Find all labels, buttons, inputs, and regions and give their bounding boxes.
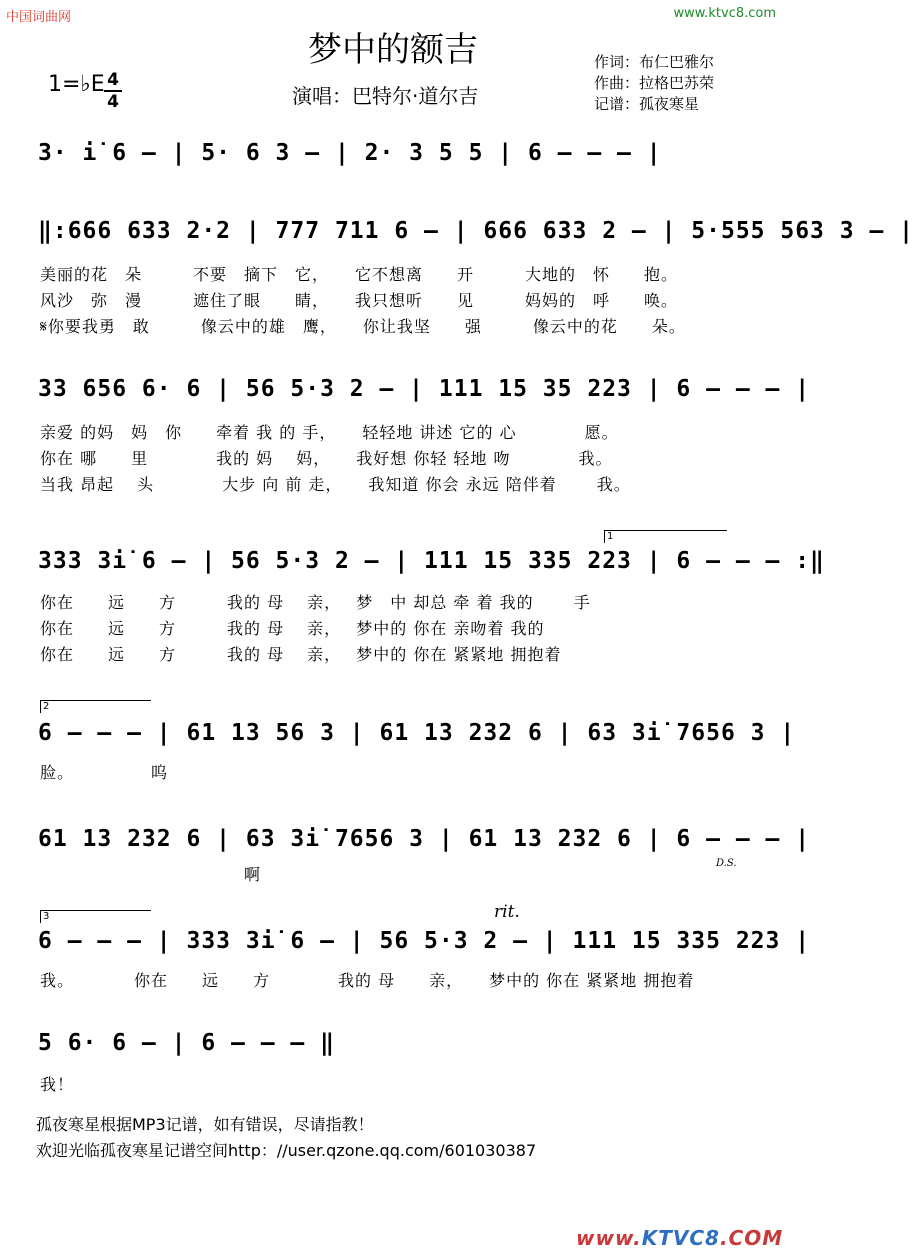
score-row-6: 61 13 232 6 | 63 3i̇ 7656 3 | 61 13 232 6 | 6 – – – | [38,826,811,852]
ending-bracket-3: 3 [40,910,151,923]
footer-note-1: 孤夜寒星根据MP3记谱，如有错误，尽请指教！ [36,1115,374,1134]
composer: 作曲：拉格巴苏荣 [594,74,715,92]
score-row-1: 3· i̇ 6 – | 5· 6 3 – | 2· 3 5 5 | 6 – – – | [38,140,662,166]
watermark-part-b: KTVC8 [641,1226,720,1250]
lyric-line-2: 风沙 弥 漫 遮住了眼 睛， 我只想听 见 妈妈的 呼 唤。 [40,291,679,310]
ending-bracket-2: 2 [40,700,151,713]
meter-top: 4 [107,70,119,90]
score-row-7: 6 – – – | 333 3i̇ 6 – | 56 5·3 2 – | 111 15 335 223 | [38,928,811,954]
site-name-left[interactable]: 中国词曲网 [6,10,72,25]
watermark-part-c: .COM [719,1226,784,1250]
lyric-line-12: 我。 你在 远 方 我的 母 亲， 梦中的 你在 紧紧地 拥抱着 [40,971,695,990]
key-signature: 1=♭E [48,72,105,97]
lyric-line-3: 𝄋你要我勇 敢 像云中的雄 鹰， 你让我坚 强 像云中的花 朵。 [40,317,686,336]
lyricist: 作词：布仁巴雅尔 [594,53,715,71]
score-row-5: 6 – – – | 61 13 56 3 | 61 13 232 6 | 63 3i̇ 7656 3 | [38,720,796,746]
site-url-right[interactable]: www.ktvc8.com [673,6,776,21]
transcriber: 记谱：孤夜寒星 [594,95,700,113]
ritardando-mark: rit. [494,902,520,922]
lyric-line-9: 你在 远 方 我的 母 亲， 梦中的 你在 紧紧地 拥抱着 [40,645,562,664]
lyric-line-8: 你在 远 方 我的 母 亲， 梦中的 你在 亲吻着 我的 [40,619,545,638]
watermark-part-a: www. [576,1226,642,1250]
singer: 演唱：巴特尔·道尔吉 [292,84,479,108]
da-segno-mark: D.S. [716,858,737,869]
lyric-line-4: 亲爱 的妈 妈 你 牵着 我 的 手， 轻轻地 讲述 它的 心 愿。 [40,423,619,442]
meter-bottom: 4 [104,90,122,112]
lyric-line-13: 我！ [40,1075,75,1094]
score-row-8: 5 6· 6 – | 6 – – – ‖ [38,1030,335,1056]
watermark-logo [576,1226,783,1250]
lyric-line-7: 你在 远 方 我的 母 亲， 梦 中 却总 牵 着 我的 手 [40,593,591,612]
lyric-line-10: 脸。 呜 [40,763,169,782]
lyric-line-11: 啊 [40,865,262,884]
lyric-line-6: 当我 昂起 头 大步 向 前 走， 我知道 你会 永远 陪伴着 我。 [40,475,631,494]
score-row-3: 33 656 6· 6 | 56 5·3 2 – | 111 15 35 223 | 6 – – – | [38,376,811,402]
time-signature [104,70,122,112]
ending-bracket-1: 1 [604,530,727,543]
score-row-2: ‖:666 633 2·2 | 777 711 6 – | 666 633 2 – | 5·555 563 3 – | [38,218,914,244]
song-title: 梦中的额吉 [308,30,478,70]
footer-note-2[interactable]: 欢迎光临孤夜寒星记谱空间http：//user.qzone.qq.com/601030387 [36,1141,537,1160]
score-row-4: 333 3i̇ 6 – | 56 5·3 2 – | 111 15 335 223 | 6 – – – :‖ [38,548,825,574]
lyric-line-1: 美丽的花 朵 不要 摘下 它， 它不想离 开 大地的 怀 抱。 [40,265,679,284]
credits [594,52,714,115]
lyric-line-5: 你在 哪 里 我的 妈 妈， 我好想 你轻 轻地 吻 我。 [40,449,613,468]
